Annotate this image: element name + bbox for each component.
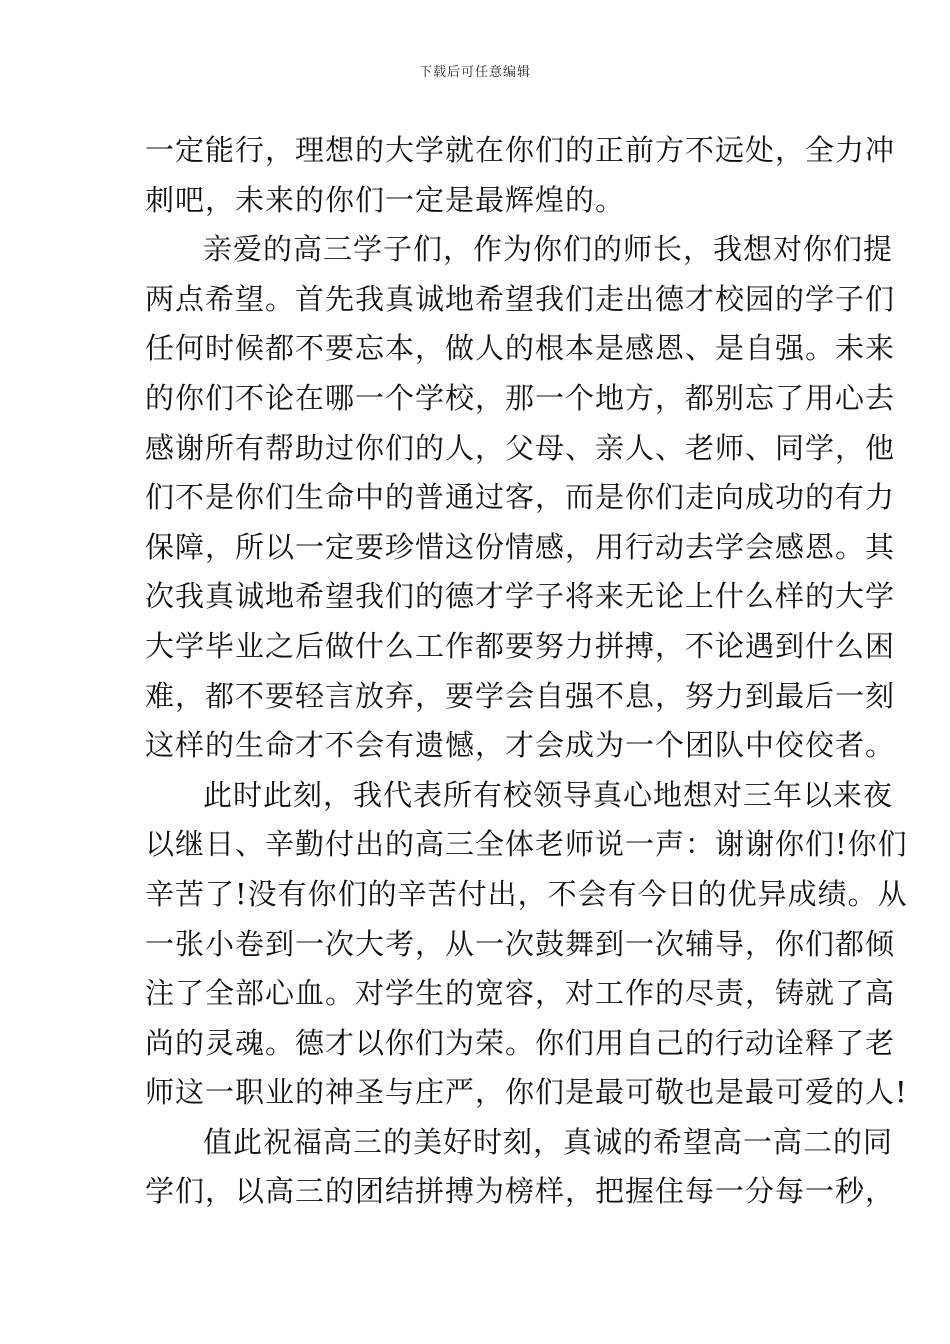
text-line: 注了全部心血。对学生的宽容，对工作的尽责，铸就了高 (145, 976, 896, 1011)
text-line: 以继日、辛勤付出的高三全体老师说一声：谢谢你们!你们 (145, 827, 908, 862)
document-body (145, 126, 908, 1217)
text-line: 次我真诚地希望我们的德才学子将来无论上什么样的大学 (145, 579, 896, 614)
text-line: 大学毕业之后做什么工作都要努力拼搏，不论遇到什么困 (145, 628, 896, 663)
text-line: 师这一职业的神圣与庄严，你们是最可敬也是最可爱的人! (145, 1075, 908, 1110)
text-line: 一张小卷到一次大考，从一次鼓舞到一次辅导，你们都倾 (145, 926, 896, 961)
paragraph-first-line: 值此祝福高三的美好时刻，真诚的希望高一高二的同 (203, 1124, 894, 1159)
paragraph-first-line: 亲爱的高三学子们，作为你们的师长，我想对你们提 (203, 232, 894, 267)
text-line: 辛苦了!没有你们的辛苦付出，不会有今日的优异成绩。从 (145, 876, 908, 911)
text-line: 学们，以高三的团结拼搏为榜样，把握住每一分每一秒， (145, 1174, 896, 1209)
paragraph-first-line: 此时此刻，我代表所有校领导真心地想对三年以来夜 (203, 777, 894, 812)
text-line: 这样的生命才不会有遗憾，才会成为一个团队中佼佼者。 (145, 728, 896, 763)
text-line: 们不是你们生命中的普通过客，而是你们走向成功的有力 (145, 480, 896, 515)
text-line: 两点希望。首先我真诚地希望我们走出德才校园的学子们 (145, 281, 896, 316)
text-line: 的你们不论在哪一个学校，那一个地方，都别忘了用心去 (145, 380, 896, 415)
text-line: 尚的灵魂。德才以你们为荣。你们用自己的行动诠释了老 (145, 1025, 896, 1060)
text-line: 任何时候都不要忘本，做人的根本是感恩、是自强。未来 (145, 331, 896, 366)
text-line: 感谢所有帮助过你们的人，父母、亲人、老师、同学，他 (145, 430, 896, 465)
text-line: 一定能行，理想的大学就在你们的正前方不远处，全力冲 (145, 133, 896, 167)
text-line: 保障，所以一定要珍惜这份情感，用行动去学会感恩。其 (145, 529, 896, 564)
page-header: 下载后可任意编辑 (418, 65, 531, 80)
text-line: 刺吧，未来的你们一定是最辉煌的。 (145, 182, 626, 217)
text-line: 难，都不要轻言放弃，要学会自强不息，努力到最后一刻 (145, 678, 896, 713)
